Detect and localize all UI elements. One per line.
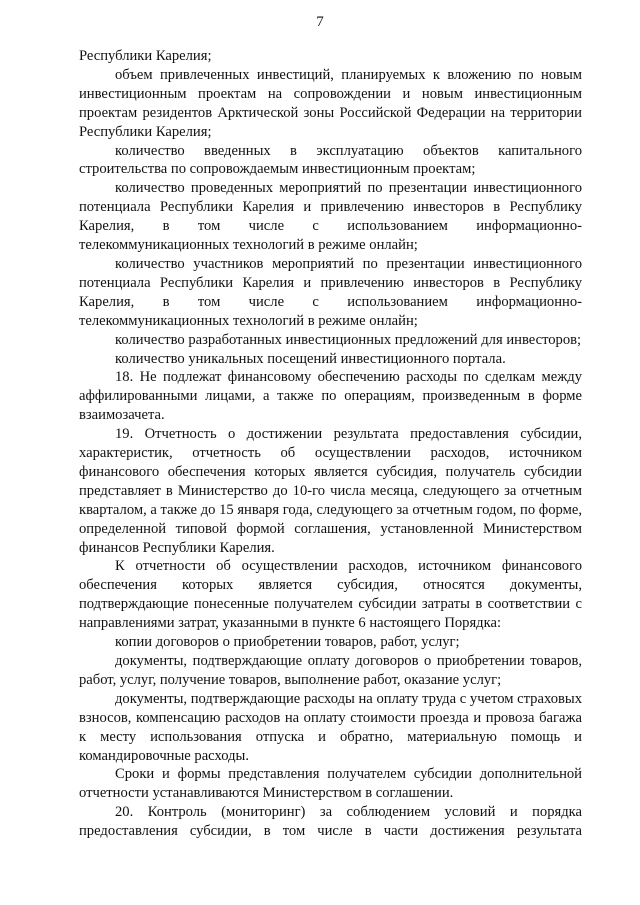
paragraph-item-19: 19. Отчетность о достижении результата предоставления субсидии, характеристик, отчетность об осуществлении расходов, источником финансового обеспечения которых является субсидия, получатель субсидии представляет в Министерство до 10-го числа месяца, следующего за отчетным кварталом, а также до 15 января года, следующего за отчетным годом, по форме, определенной типовой формой соглашения, установленной Министерством финансов Республики Карелия. bbox=[79, 426, 582, 556]
paragraph-investment-proposals: количество разработанных инвестиционных предложений для инвесторов; bbox=[115, 331, 582, 348]
paragraph-contract-copies: копии договоров о приобретении товаров, работ, услуг; bbox=[115, 634, 460, 651]
paragraph-expense-reporting: К отчетности об осуществлении расходов, источником финансового обеспечения которых является субсидия, относятся документы, подтверждающие понесенные получателем субсидии затраты в соответствии с направлениями затрат, указанными в пункте 6 настоящего Порядка: bbox=[79, 558, 582, 632]
paragraph-payment-documents: документы, подтверждающие оплату договоров о приобретении товаров, работ, услуг, получение товаров, выполнение работ, оказание услуг; bbox=[79, 653, 582, 688]
paragraph-portal-visits: количество уникальных посещений инвестиционного портала. bbox=[115, 350, 506, 367]
paragraph-labor-documents: документы, подтверждающие расходы на оплату труда с учетом страховых взносов, компенсацию расходов на оплату стоимости проезда и провоза багажа к месту использования отпуска и обратно, материальную помощь и командировочные расходы. bbox=[79, 690, 582, 764]
paragraph-capital-objects: количество введенных в эксплуатацию объектов капитального строительства по сопровождаемым инвестиционным проектам; bbox=[79, 142, 582, 178]
paragraph-investment-volume: объем привлеченных инвестиций, планируемых к вложению по новым инвестиционным проектам на сопровождении и новым инвестиционным проектам резидентов Арктической зоны Российской Федерации на территории Республики Карелия; bbox=[79, 66, 582, 140]
paragraph-additional-reporting: Сроки и формы представления получателем субсидии дополнительной отчетности устанавливаются Министерством в соглашении. bbox=[79, 766, 582, 802]
paragraph-item-18: 18. Не подлежат финансовому обеспечению расходы по сделкам между аффилированными лицами, а также по операциям, произведенным в форме взаимозачета. bbox=[79, 369, 582, 424]
paragraph-item-20: 20. Контроль (мониторинг) за соблюдением условий и порядка предоставления субсидии, в том числе в части достижения результата bbox=[79, 804, 582, 840]
paragraph-presentation-events: количество проведенных мероприятий по презентации инвестиционного потенциала Республики Карелия и привлечению инвесторов в Республику Карелия, в том числе с использованием информационно-телекоммуникационных технологий в режиме онлайн; bbox=[79, 180, 582, 254]
page-number: 7 bbox=[316, 14, 324, 30]
paragraph-continuation: Республики Карелия; bbox=[79, 48, 212, 64]
document-body bbox=[79, 47, 582, 841]
paragraph-event-participants: количество участников мероприятий по презентации инвестиционного потенциала Республики Карелия и привлечению инвесторов в Республику Карелия, в том числе с использованием информационно-телекоммуникационных технологий в режиме онлайн; bbox=[79, 255, 582, 329]
